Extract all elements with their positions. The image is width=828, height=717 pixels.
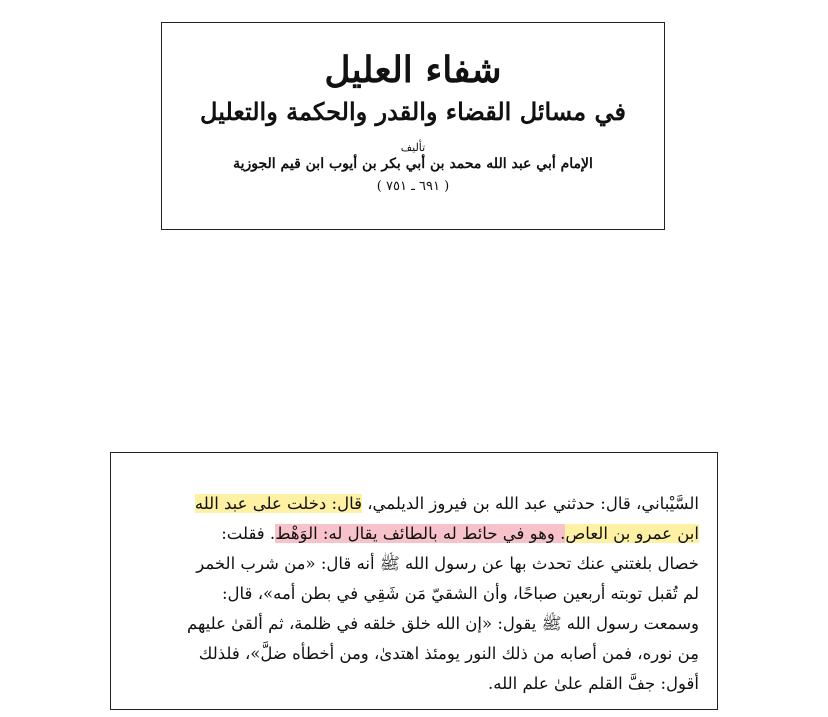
excerpt-line-1 [181,489,699,519]
excerpt-line-6: مِن نوره، فمن أصابه من ذلك النور يومئذ اهتدىٰ، ومن أخطأه ضلَّ»، فلذلك [198,644,699,663]
excerpt-line-5: وسمعت رسول الله ﷺ يقول: «إن الله خلق خلقه في ظلمة، ثم ألقىٰ عليهم [187,614,699,633]
book-subtitle: في مسائل القضاء والقدر والحكمة والتعليل [200,97,626,126]
text-excerpt [110,452,718,710]
author-name: الإمام أبي عبد الله محمد بن أبي بكر بن أيوب ابن قيم الجوزية [233,156,593,172]
excerpt-text-segment: السَّيْباني، قال: حدثني عبد الله بن فيروز الديلمي، [361,494,699,513]
excerpt-line-3: خصال بلغتني عنك تحدث بها عن رسول الله ﷺ أنه قال: «من شرب الخمر [196,554,699,573]
book-title-page [161,22,665,230]
highlight-yellow: ابن عمرو بن العاص [565,524,699,543]
author-dates: ( ٦٩١ ـ ٧٥١ ) [376,179,450,194]
excerpt-line-7: أقول: جفَّ القلم علىٰ علم الله. [488,674,699,693]
excerpt-line-2 [181,519,699,549]
highlight-yellow: قال: دخلت على عبد الله [194,494,362,513]
excerpt-line-4: لم تُقبل توبته أربعين صباحًا، وأن الشقيّ مَن شَقِي في بطن أمه»، قال: [221,584,699,603]
author-prefix: تأليف [400,141,426,154]
excerpt-text-segment: . فقلت: [221,524,276,543]
highlight-red: . وهو في حائط له بالطائف يقال له: الوَهْط [275,524,566,543]
excerpt-paragraph [181,489,699,699]
book-title: شفاء العليل [324,49,502,91]
